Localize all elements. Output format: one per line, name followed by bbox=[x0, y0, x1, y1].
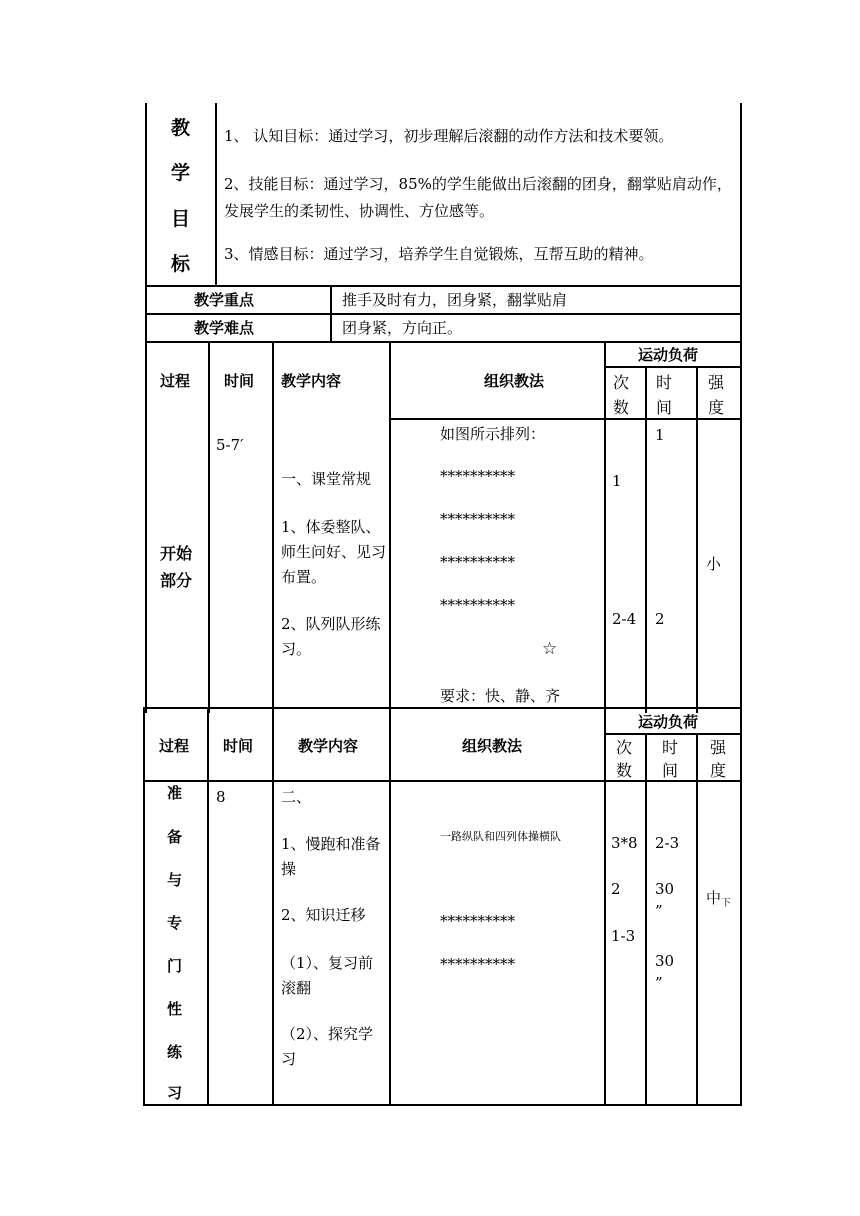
section2-time: 8 bbox=[216, 788, 226, 806]
formation-row: ********** bbox=[440, 510, 515, 528]
section2-content-item: 2、知识迁移 bbox=[281, 906, 366, 924]
section1-process: 开始部分 bbox=[160, 544, 193, 590]
goals-label-char: 目 bbox=[171, 208, 191, 230]
section1-content-item: 1、体委整队、师生问好、见习布置。 bbox=[281, 518, 387, 586]
section1-duration: 2 bbox=[655, 610, 665, 628]
formation-row: ********** bbox=[440, 596, 515, 614]
section2-intensity bbox=[706, 887, 731, 915]
header-intensity: 强度 bbox=[708, 373, 725, 417]
header-load: 运动负荷 bbox=[638, 713, 699, 731]
difficulty-label: 教学难点 bbox=[194, 319, 255, 337]
goals-label-char: 学 bbox=[171, 162, 191, 184]
section2-process-char: 练 bbox=[167, 1043, 183, 1061]
section1-intensity: 小 bbox=[706, 555, 722, 573]
section2-duration: 30 bbox=[655, 952, 675, 970]
section2-process-char: 性 bbox=[167, 1000, 183, 1018]
section2-intensity-sub: 下 bbox=[721, 898, 732, 909]
section2-intensity-main: 中 bbox=[706, 889, 722, 907]
section2-process-char: 准 bbox=[167, 784, 183, 802]
header-time: 时间 bbox=[223, 737, 254, 755]
header-count: 次数 bbox=[613, 373, 630, 417]
section1-duration: 1 bbox=[655, 426, 665, 444]
header-method: 组织教法 bbox=[484, 372, 545, 390]
header-content: 教学内容 bbox=[281, 372, 342, 390]
section1-content-title: 一、课堂常规 bbox=[281, 470, 372, 488]
goals-label-char: 标 bbox=[171, 253, 191, 275]
section2-content-item: （1）、复习前滚翻 bbox=[281, 954, 374, 997]
section2-duration: 30 bbox=[655, 880, 675, 898]
header-duration: 时间 bbox=[656, 373, 673, 417]
header-content: 教学内容 bbox=[298, 737, 359, 755]
difficulty-value: 团身紧，方向正。 bbox=[342, 319, 463, 337]
formation-row: ********** bbox=[440, 467, 515, 485]
header-process: 过程 bbox=[160, 372, 191, 390]
section2-duration: 2-3 bbox=[655, 834, 680, 852]
section2-duration: ” bbox=[655, 974, 663, 992]
section1-count: 1 bbox=[612, 472, 622, 490]
section1-time: 5-7′ bbox=[216, 436, 244, 454]
section2-process-char: 门 bbox=[167, 957, 183, 975]
section2-duration: ” bbox=[655, 902, 663, 920]
section1-content-item: 2、队列队形练习。 bbox=[281, 615, 381, 658]
section2-process-char: 备 bbox=[167, 828, 183, 846]
section2-process-char: 习 bbox=[167, 1084, 183, 1102]
goal-affective: 3、情感目标：通过学习，培养学生自觉锻炼，互帮互助的精神。 bbox=[224, 245, 654, 263]
header-intensity: 强度 bbox=[710, 738, 727, 780]
formation-row: ********** bbox=[440, 955, 515, 973]
section2-process-char: 与 bbox=[167, 871, 183, 889]
header-count: 次数 bbox=[616, 738, 633, 780]
header-method: 组织教法 bbox=[462, 737, 523, 755]
goal-skill: 2、技能目标：通过学习，85%的学生能做出后滚翻的团身，翻掌贴肩动作，发展学生的柔韧性、协调性、方位感等。 bbox=[224, 175, 732, 220]
section2-count: 3*8 bbox=[611, 834, 638, 852]
section2-process-char: 专 bbox=[167, 914, 183, 932]
goal-cognitive: 1、 认知目标：通过学习，初步理解后滚翻的动作方法和技术要领。 bbox=[224, 127, 674, 145]
formation-row: ********** bbox=[440, 912, 515, 930]
teacher-star-icon: ☆ bbox=[542, 639, 558, 659]
section2-content-title: 二、 bbox=[281, 788, 312, 806]
section1-count: 2-4 bbox=[612, 610, 637, 628]
header-time: 时间 bbox=[224, 372, 255, 390]
section1-method-title: 如图所示排列： bbox=[440, 425, 546, 443]
formation-row: ********** bbox=[440, 553, 515, 571]
section2-method-title: 一路纵队和四列体操横队 bbox=[440, 830, 561, 843]
key-point-label: 教学重点 bbox=[194, 291, 255, 309]
section2-content-item: 1、慢跑和准备操 bbox=[281, 835, 381, 878]
key-point-value: 推手及时有力，团身紧，翻掌贴肩 bbox=[342, 291, 568, 309]
header-process: 过程 bbox=[159, 737, 190, 755]
section2-content-item: （2）、探究学习 bbox=[281, 1025, 374, 1068]
section2-count: 2 bbox=[611, 880, 621, 898]
header-load: 运动负荷 bbox=[638, 346, 699, 364]
section1-requirement: 要求：快、静、齐 bbox=[440, 687, 561, 705]
goals-label-char: 教 bbox=[171, 117, 191, 139]
header-duration: 时间 bbox=[662, 738, 679, 780]
section2-count: 1-3 bbox=[611, 927, 636, 945]
